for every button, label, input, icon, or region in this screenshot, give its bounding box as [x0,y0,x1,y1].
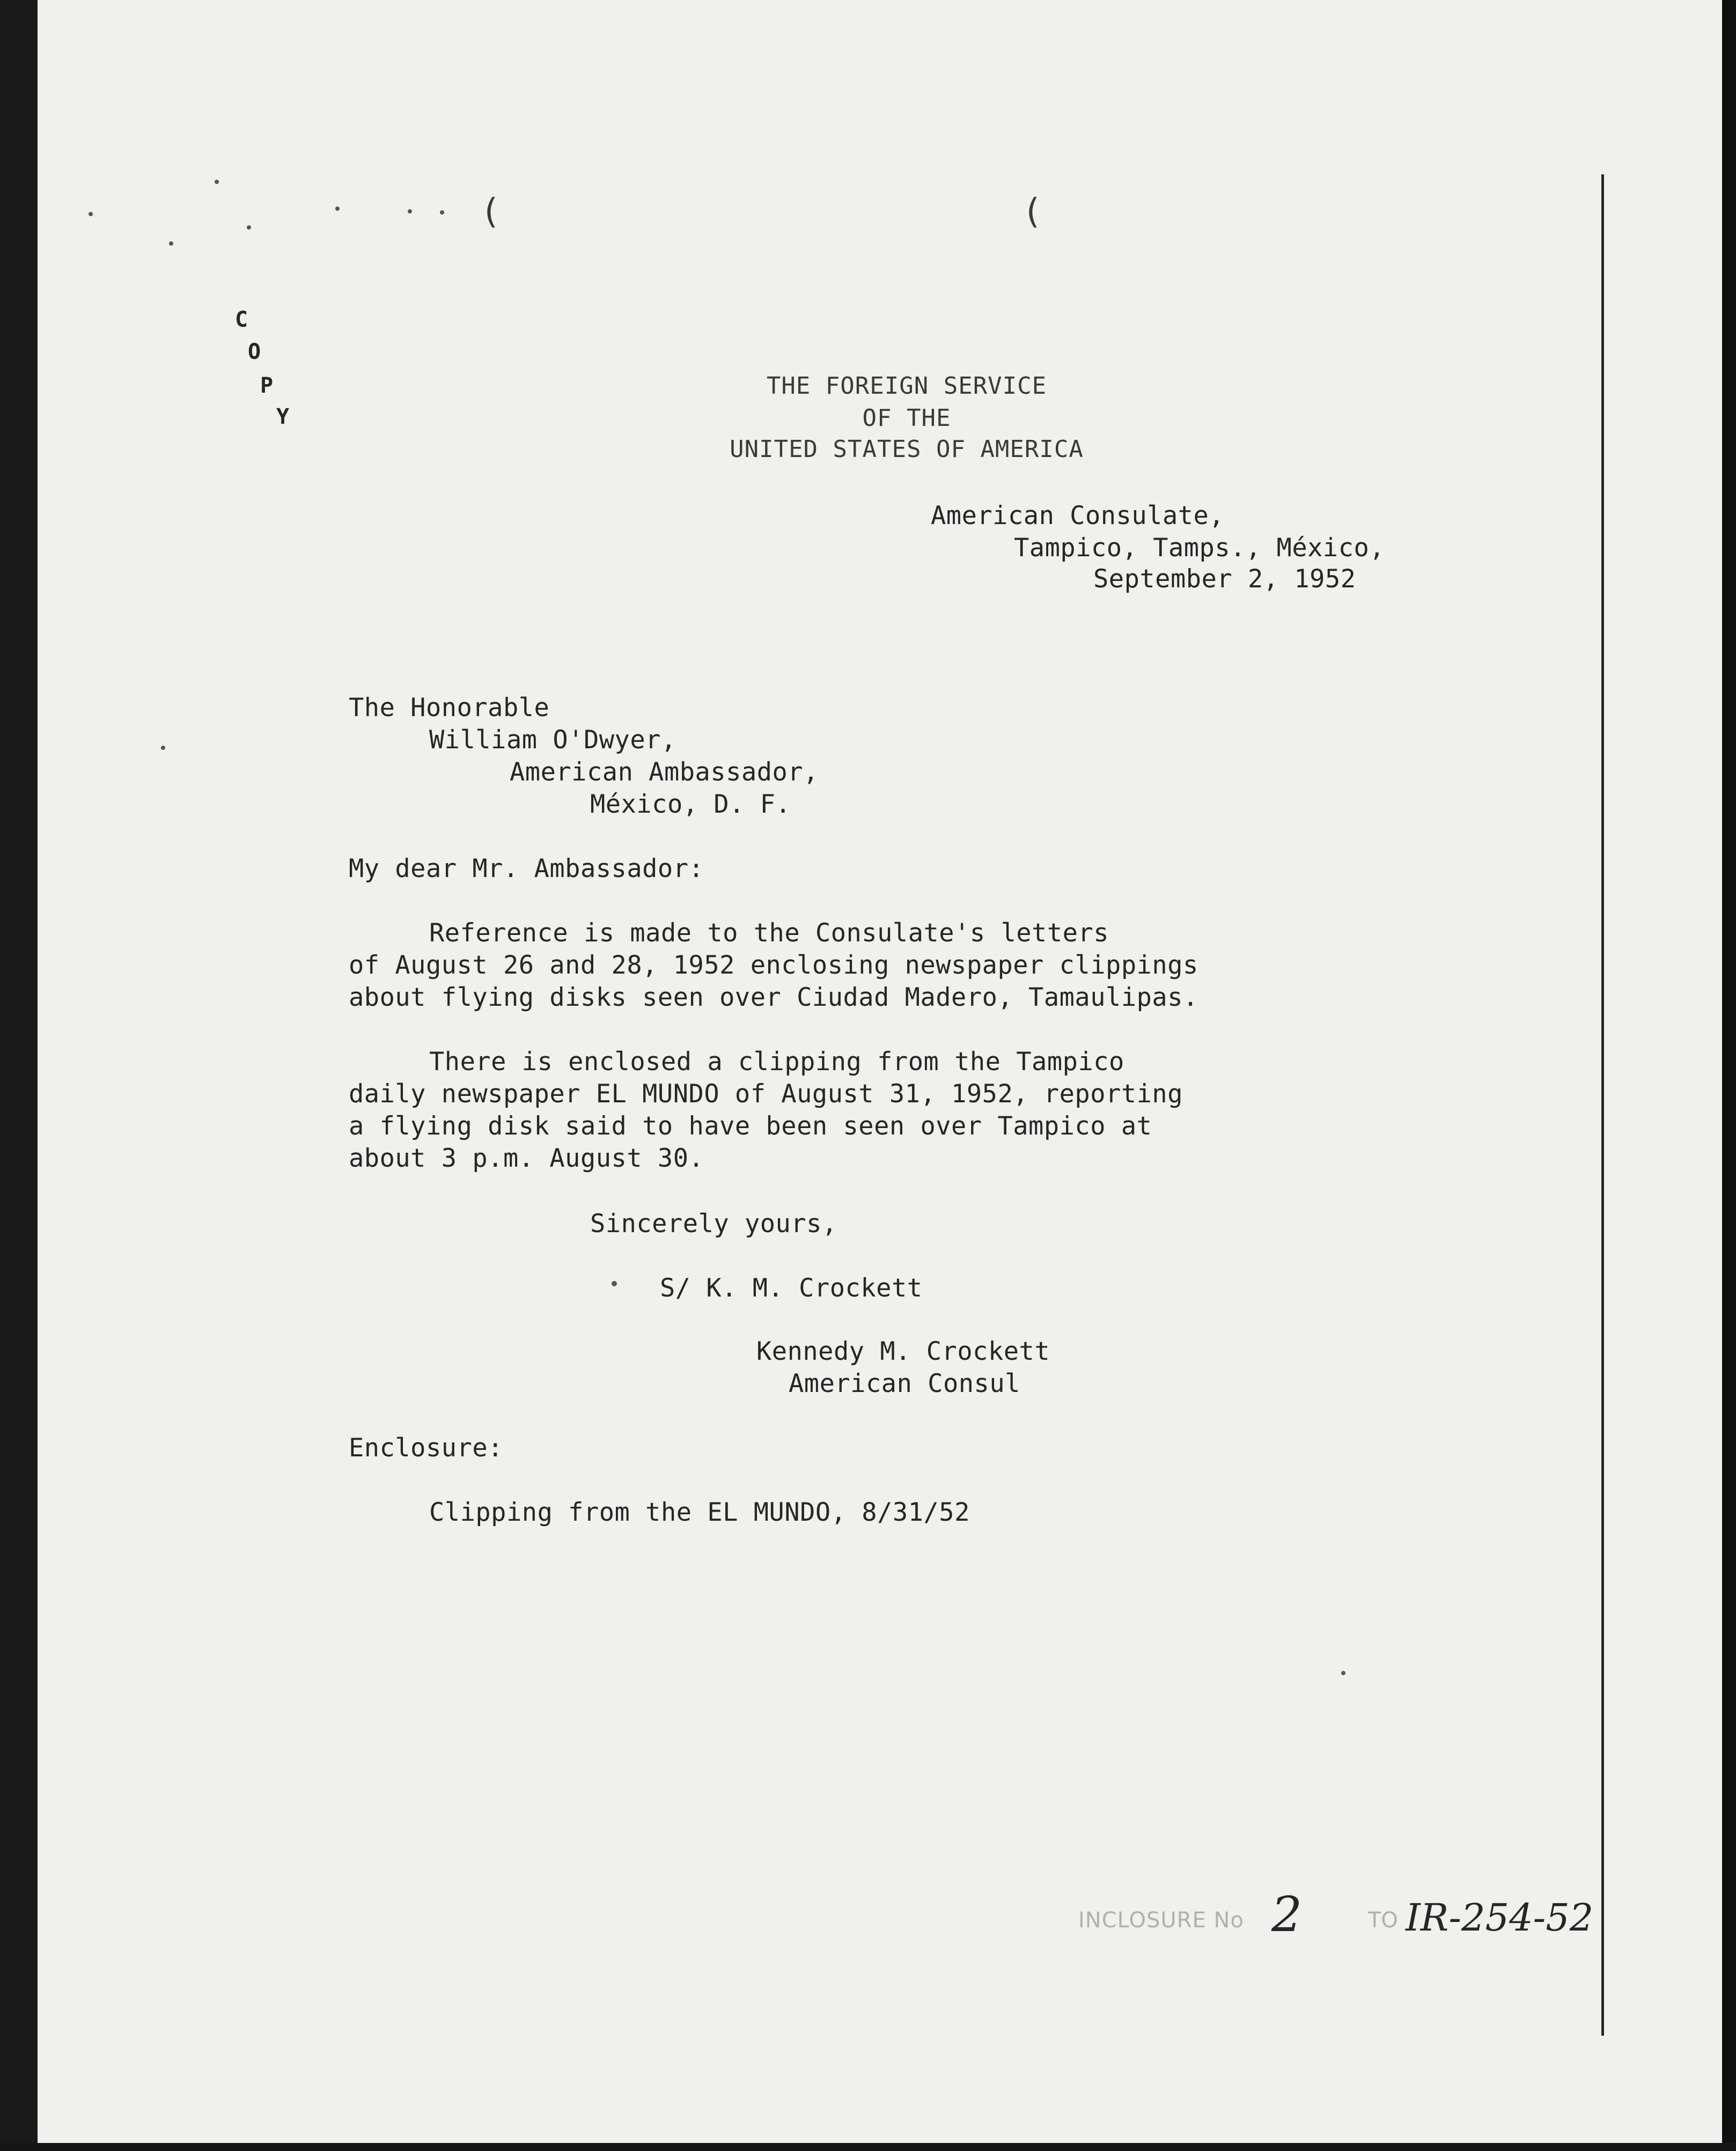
scan-speck [408,209,412,213]
scan-speck [169,241,173,246]
copy-mark-c: C [235,307,248,332]
paragraph-2-line-4: about 3 p.m. August 30. [349,1144,704,1173]
scan-speck [215,180,219,184]
enclosure-label: Enclosure: [349,1433,503,1463]
copy-mark-o: O [248,340,261,364]
signer-name: Kennedy M. Crockett [756,1337,1050,1366]
recipient-position: American Ambassador, [510,757,819,787]
paragraph-1-line-2: of August 26 and 28, 1952 enclosing newspaper clippings [349,951,1198,980]
recipient-name: William O'Dwyer, [429,725,676,755]
sender-city: Tampico, Tamps., México, [1014,533,1385,563]
recipient-location: México, D. F. [590,790,791,819]
scan-edge-bottom [0,2143,1736,2151]
greeting: My dear Mr. Ambassador: [349,854,704,883]
scan-speck [612,1281,617,1286]
scan-speck [440,210,444,215]
copy-mark-y: Y [276,404,290,429]
recipient-title: The Honorable [349,693,550,723]
enclosure-item: Clipping from the EL MUNDO, 8/31/52 [429,1498,970,1527]
copy-mark-p: P [260,373,274,398]
inclosure-number: 2 [1271,1887,1303,1943]
letter-date: September 2, 1952 [1093,564,1356,594]
right-margin-rule [1601,174,1604,2036]
paragraph-1-line-1: Reference is made to the Consulate's letters [429,918,1109,948]
scan-speck [1341,1671,1345,1675]
signer-title: American Consul [789,1369,1020,1398]
scan-speck [247,225,251,230]
sender-office: American Consulate, [931,501,1225,531]
scan-edge-left [0,0,38,2151]
inclosure-reference: IR-254-52 [1406,1896,1594,1940]
binding-mark-right: ( [1022,192,1043,232]
paragraph-2-line-2: daily newspaper EL MUNDO of August 31, 1952, reporting [349,1079,1183,1109]
inclosure-stamp-label: INCLOSURE No [1078,1908,1244,1933]
letterhead-line-3: UNITED STATES OF AMERICA [730,436,1084,463]
document-page [38,0,1722,2143]
scan-speck [89,212,93,216]
paragraph-2-line-1: There is enclosed a clipping from the Tampico [429,1047,1124,1077]
closing: Sincerely yours, [590,1209,837,1239]
scan-speck [161,746,165,750]
letterhead-line-1: THE FOREIGN SERVICE [766,372,1047,400]
paragraph-2-line-3: a flying disk said to have been seen over Tampico at [349,1111,1152,1141]
inclosure-to-label: TO [1368,1908,1398,1933]
signature: S/ K. M. Crockett [660,1273,923,1303]
scan-speck [335,207,340,211]
letterhead-line-2: OF THE [862,404,951,432]
paragraph-1-line-3: about flying disks seen over Ciudad Madero, Tamaulipas. [349,983,1198,1012]
binding-mark-left: ( [480,192,501,232]
